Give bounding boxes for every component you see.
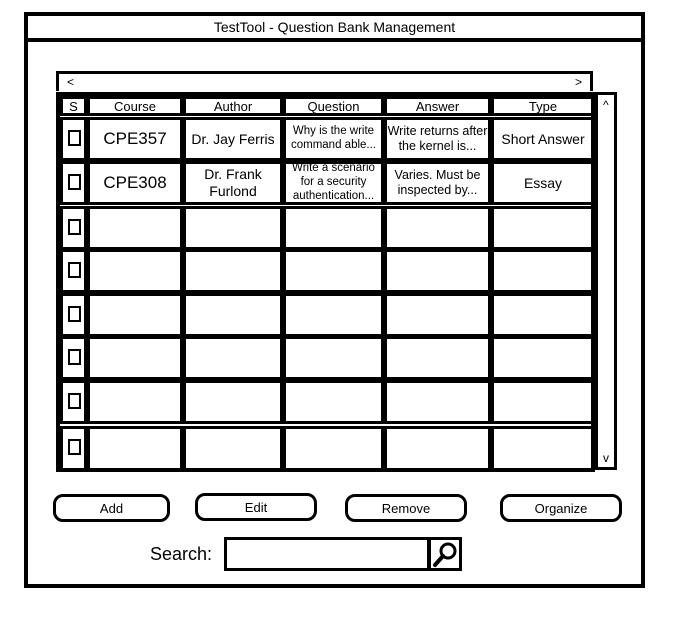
row-checkbox[interactable] xyxy=(68,439,81,455)
scroll-down-arrow[interactable]: v xyxy=(603,451,609,465)
cell-question[interactable] xyxy=(283,206,384,250)
row-select-cell xyxy=(60,380,87,424)
course-text: CPE308 xyxy=(103,172,167,192)
cell-answer[interactable] xyxy=(384,380,491,424)
cell-course[interactable] xyxy=(87,206,183,250)
remove-button[interactable]: Remove xyxy=(345,494,467,522)
add-button[interactable]: Add xyxy=(53,494,170,522)
column-header-course[interactable]: Course xyxy=(87,96,183,116)
cell-answer[interactable] xyxy=(384,426,491,472)
cell-author[interactable] xyxy=(183,380,283,424)
cell-author[interactable] xyxy=(183,117,283,161)
cell-answer[interactable] xyxy=(384,249,491,293)
cell-answer[interactable] xyxy=(384,206,491,250)
cell-type[interactable] xyxy=(491,206,595,250)
cell-author[interactable] xyxy=(183,206,283,250)
cell-course[interactable] xyxy=(87,293,183,337)
cell-author[interactable] xyxy=(183,293,283,337)
author-text: Dr. Frank Furlond xyxy=(204,166,262,199)
cell-question[interactable] xyxy=(283,249,384,293)
cell-author[interactable] xyxy=(183,426,283,472)
cell-course[interactable] xyxy=(87,249,183,293)
column-header-question[interactable]: Question xyxy=(283,96,384,116)
scroll-right-arrow[interactable]: > xyxy=(574,75,582,89)
column-header-answer[interactable]: Answer xyxy=(384,96,491,116)
row-select-cell xyxy=(60,336,87,380)
answer-text: Write returns after the kernel is... xyxy=(387,124,488,153)
cell-course[interactable] xyxy=(87,117,183,161)
question-table xyxy=(56,92,595,472)
cell-question[interactable] xyxy=(283,161,384,205)
organize-button[interactable]: Organize xyxy=(500,494,622,522)
author-text: Dr. Jay Ferris xyxy=(191,130,275,147)
type-text: Short Answer xyxy=(501,130,585,147)
course-text: CPE357 xyxy=(103,128,167,148)
scroll-up-arrow[interactable]: ^ xyxy=(603,98,609,112)
cell-author[interactable] xyxy=(183,161,283,205)
row-select-cell xyxy=(60,161,87,205)
cell-type[interactable] xyxy=(491,336,595,380)
title-bar xyxy=(24,12,645,42)
cell-question[interactable] xyxy=(283,380,384,424)
cell-author[interactable] xyxy=(183,249,283,293)
cell-answer[interactable] xyxy=(384,336,491,380)
row-checkbox[interactable] xyxy=(68,130,81,146)
cell-type[interactable] xyxy=(491,293,595,337)
row-checkbox[interactable] xyxy=(68,219,81,235)
cell-type[interactable] xyxy=(491,161,595,205)
cell-question[interactable] xyxy=(283,117,384,161)
vertical-scrollbar[interactable] xyxy=(595,92,617,470)
window-title: TestTool - Question Bank Management xyxy=(213,19,456,35)
scroll-left-arrow[interactable]: < xyxy=(67,75,75,89)
cell-course[interactable] xyxy=(87,426,183,472)
cell-question[interactable] xyxy=(283,336,384,380)
row-select-cell xyxy=(60,293,87,337)
column-header-s[interactable]: S xyxy=(60,96,87,116)
row-select-cell xyxy=(60,206,87,250)
column-header-author[interactable]: Author xyxy=(183,96,283,116)
question-text: Why is the write command able... xyxy=(290,125,376,151)
cell-type[interactable] xyxy=(491,380,595,424)
cell-answer[interactable] xyxy=(384,117,491,161)
answer-text: Varies. Must be inspected by... xyxy=(394,168,481,197)
cell-course[interactable] xyxy=(87,380,183,424)
search-button[interactable] xyxy=(428,537,462,571)
cell-answer[interactable] xyxy=(384,293,491,337)
cell-question[interactable] xyxy=(283,426,384,472)
cell-type[interactable] xyxy=(491,117,595,161)
cell-answer[interactable] xyxy=(384,161,491,205)
cell-type[interactable] xyxy=(491,426,595,472)
cell-course[interactable] xyxy=(87,336,183,380)
magnifier-icon xyxy=(431,540,459,568)
column-header-type[interactable]: Type xyxy=(491,96,595,116)
row-checkbox[interactable] xyxy=(68,393,81,409)
row-checkbox[interactable] xyxy=(68,306,81,322)
row-select-cell xyxy=(60,426,87,472)
row-checkbox[interactable] xyxy=(68,262,81,278)
question-text: Write a scenario for a security authentication... xyxy=(292,162,375,202)
horizontal-scrollbar[interactable] xyxy=(56,71,593,91)
cell-question[interactable] xyxy=(283,293,384,337)
search-input[interactable] xyxy=(224,537,430,571)
row-select-cell xyxy=(60,117,87,161)
cell-course[interactable] xyxy=(87,161,183,205)
cell-author[interactable] xyxy=(183,336,283,380)
type-text: Essay xyxy=(523,174,563,191)
cell-type[interactable] xyxy=(491,249,595,293)
row-select-cell xyxy=(60,249,87,293)
search-label: Search: xyxy=(150,544,213,564)
edit-button[interactable]: Edit xyxy=(195,493,317,521)
row-checkbox[interactable] xyxy=(68,349,81,365)
row-checkbox[interactable] xyxy=(68,174,81,190)
